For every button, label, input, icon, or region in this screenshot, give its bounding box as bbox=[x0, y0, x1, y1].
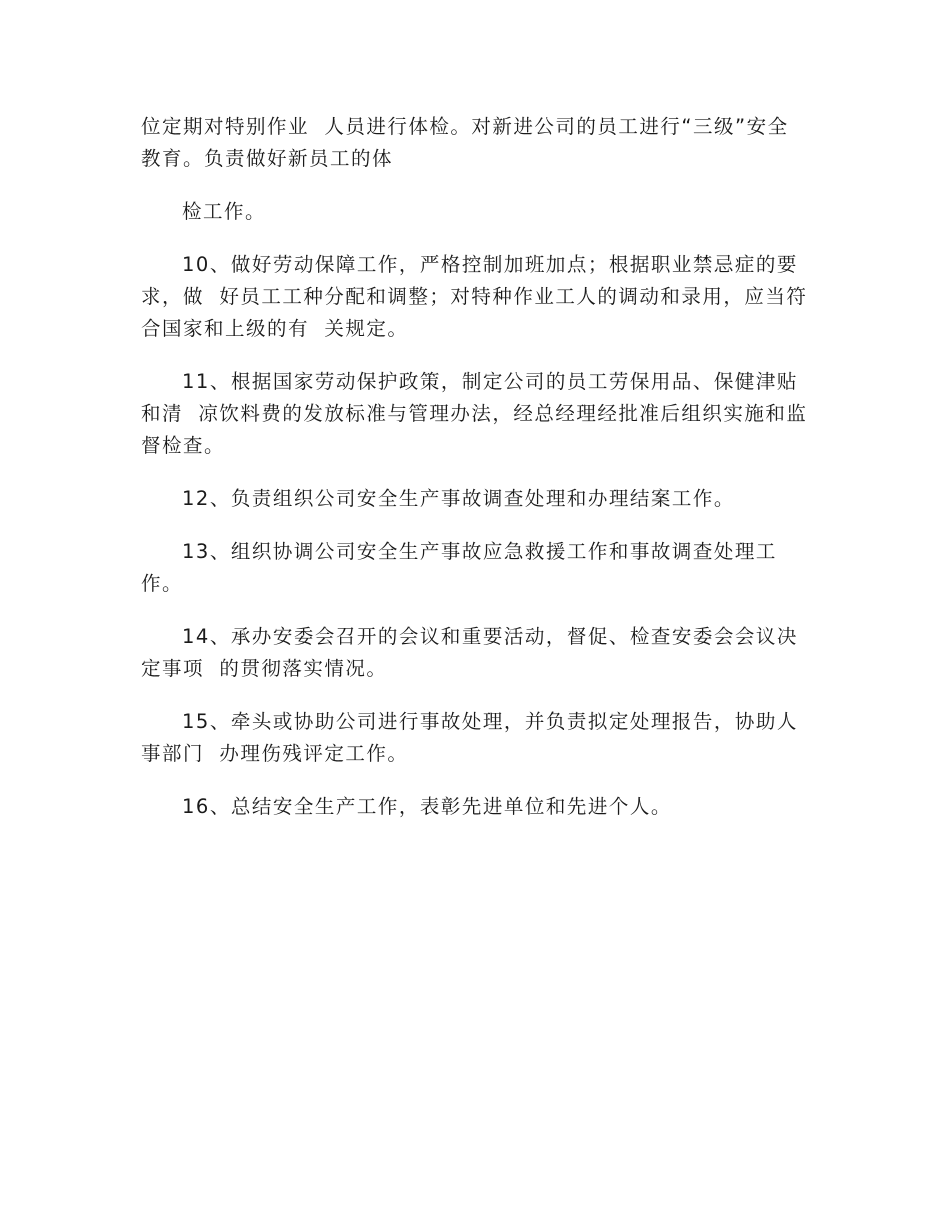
paragraph-item-15: 15、牵头或协助公司进行事故处理，并负责拟定处理报告，协助人事部门 办理伤残评定工作。 bbox=[141, 710, 798, 765]
paragraph-item-16: 16、总结安全生产工作，表彰先进单位和先进个人。 bbox=[182, 795, 672, 818]
paragraph-item-13: 13、组织协调公司安全生产事故应急救援工作和事故调查处理工作。 bbox=[141, 540, 777, 595]
paragraph-item-11: 11、根据国家劳动保护政策，制定公司的员工劳保用品、保健津贴和清 凉饮料费的发放标准与管理办法，经总经理经批准后组织实施和监督检查。 bbox=[141, 370, 808, 457]
paragraph-item-10: 10、做好劳动保障工作，严格控制加班加点；根据职业禁忌症的要求，做 好员工工种分配和调整；对特种作业工人的调动和录用，应当符合国家和上级的有 关规定。 bbox=[141, 253, 808, 340]
paragraph-continuation: 位定期对特别作业 人员进行体检。对新进公司的员工进行“三级”安全教育。负责做好新员工的体 bbox=[141, 115, 789, 170]
paragraph-item-12: 12、负责组织公司安全生产事故调查处理和办理结案工作。 bbox=[182, 487, 735, 510]
document-body bbox=[141, 111, 809, 823]
paragraph-continuation-tail: 检工作。 bbox=[182, 200, 267, 223]
paragraph-item-14: 14、承办安委会召开的会议和重要活动，督促、检查安委会会议决定事项 的贯彻落实情况。 bbox=[141, 625, 798, 680]
